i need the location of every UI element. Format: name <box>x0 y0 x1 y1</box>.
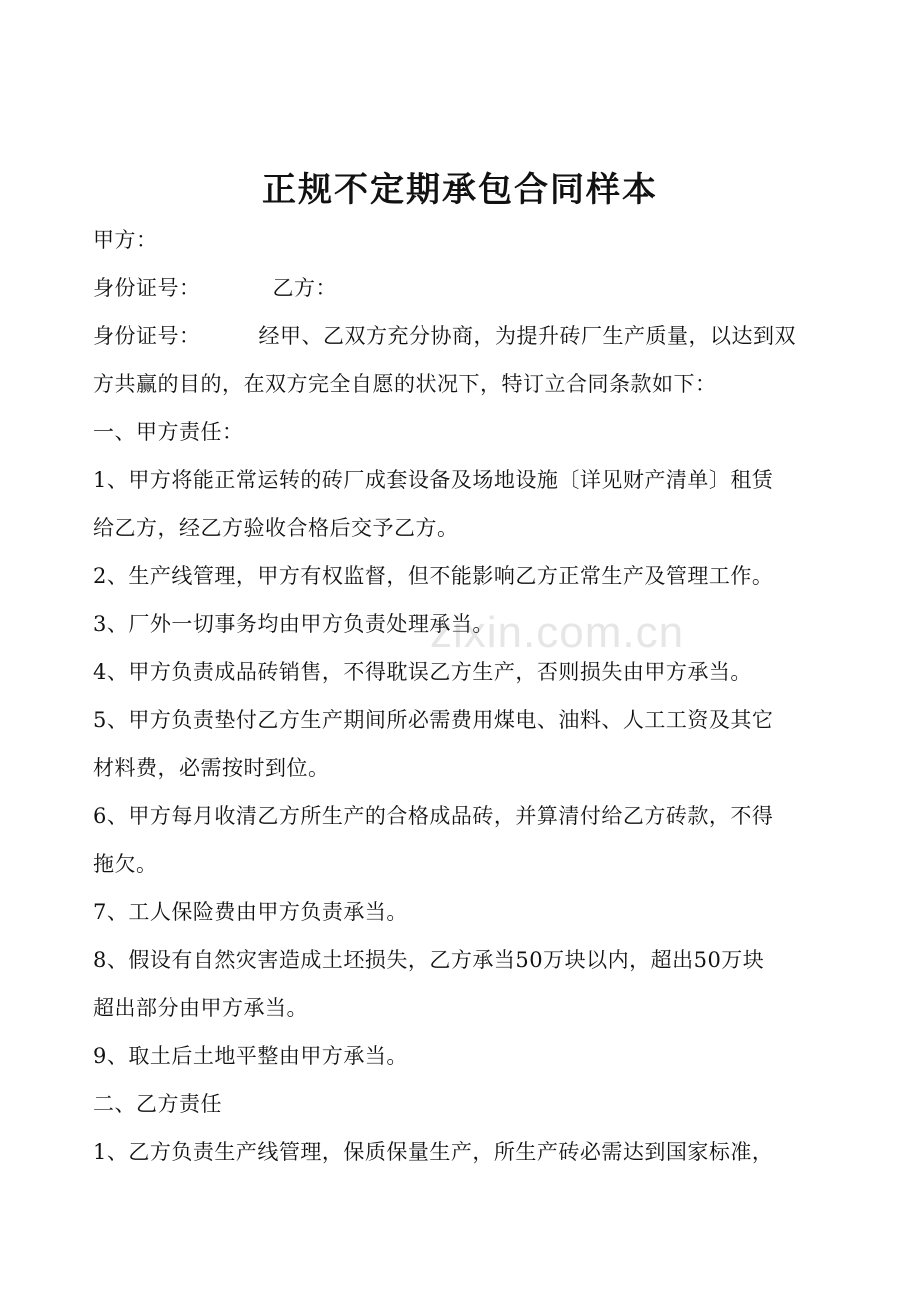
watermark: zixin.com.cn <box>430 608 685 657</box>
party-a-id-row <box>93 272 337 302</box>
party-a-label: 甲方： <box>93 228 158 252</box>
clause-a1: 1、甲方将能正常运转的砖厂成套设备及场地设施〔详见财产清单〕租赁 <box>93 468 774 492</box>
clause-a6-continued: 拖欠。 <box>93 852 158 876</box>
clause-a6: 6、甲方每月收清乙方所生产的合格成品砖，并算清付给乙方砖款，不得 <box>93 804 774 828</box>
clause-a3: 3、厂外一切事务均由甲方负责处理承当。 <box>93 612 494 636</box>
clause-a7: 7、工人保险费由甲方负责承当。 <box>93 900 408 924</box>
clause-a5: 5、甲方负责垫付乙方生产期间所必需费用煤电、油料、人工工资及其它 <box>93 708 774 732</box>
clause-a2: 2、生产线管理，甲方有权监督，但不能影响乙方正常生产及管理工作。 <box>93 564 774 588</box>
clause-a8-continued: 超出部分由甲方承当。 <box>93 996 308 1020</box>
party-b-id-row <box>93 320 796 350</box>
party-b-label: 乙方： <box>272 276 337 300</box>
clause-a5-continued: 材料费，必需按时到位。 <box>93 756 330 780</box>
clause-a1-continued: 给乙方，经乙方验收合格后交予乙方。 <box>93 516 459 540</box>
clause-b1: 1、乙方负责生产线管理，保质保量生产，所生产砖必需达到国家标准， <box>93 1140 774 1164</box>
intro-text: 经甲、乙双方充分协商，为提升砖厂生产质量，以达到双 <box>258 324 796 348</box>
id-label: 身份证号： <box>93 276 201 300</box>
clause-a9: 9、取土后土地平整由甲方承当。 <box>93 1044 408 1068</box>
id-label: 身份证号： <box>93 324 201 348</box>
section-heading: 二、乙方责任 <box>93 1092 222 1116</box>
intro-text-continued: 方共赢的目的，在双方完全自愿的状况下，特订立合同条款如下： <box>93 372 717 396</box>
clause-a8: 8、假设有自然灾害造成土坯损失，乙方承当50万块以内，超出50万块 <box>93 948 765 972</box>
document-title: 正规不定期承包合同样本 <box>262 170 658 210</box>
clause-a4: 4、甲方负责成品砖销售，不得耽误乙方生产，否则损失由甲方承当。 <box>93 660 752 684</box>
section-heading: 一、甲方责任： <box>93 420 244 444</box>
